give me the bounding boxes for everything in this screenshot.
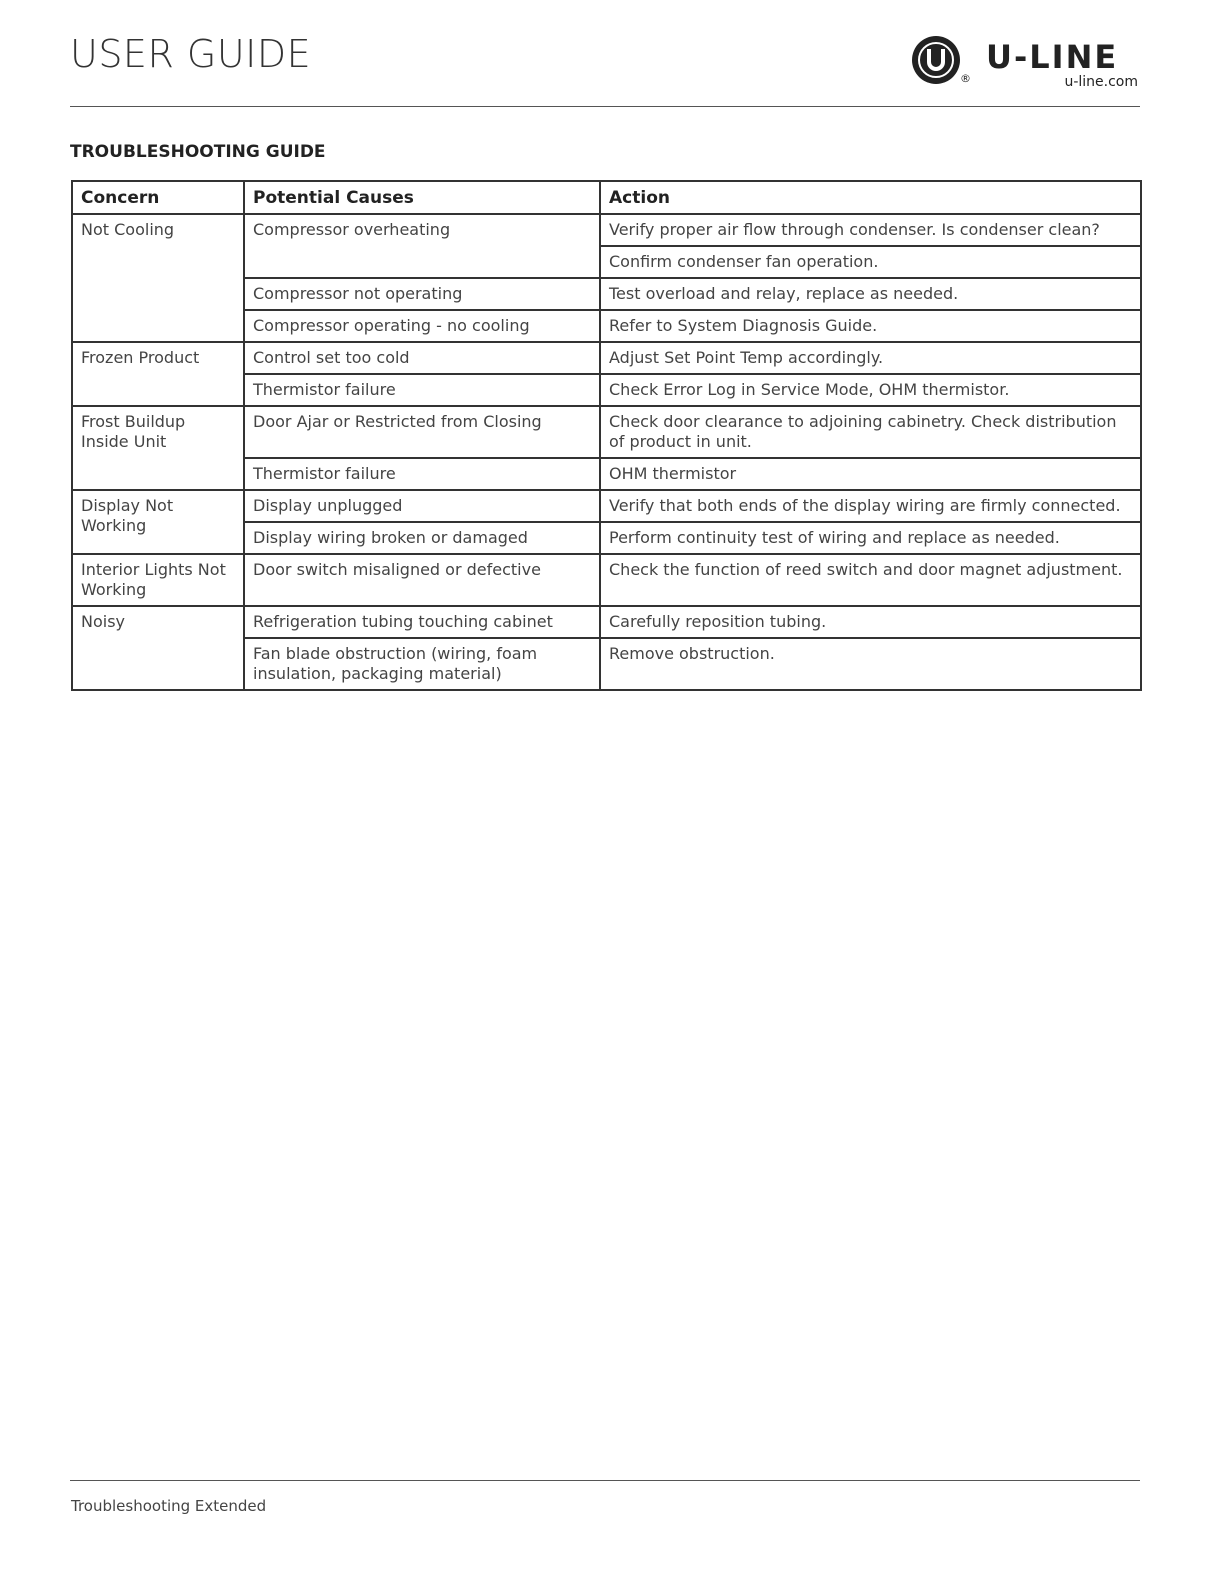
cause-cell: Fan blade obstruction (wiring, foam insulation, packaging material): [244, 638, 600, 690]
concern-cell: Not Cooling: [72, 214, 244, 342]
concern-cell: Frost Buildup Inside Unit: [72, 406, 244, 490]
action-cell: OHM thermistor: [600, 458, 1141, 490]
website-url: u-line.com: [1064, 74, 1138, 90]
action-cell: Perform continuity test of wiring and replace as needed.: [600, 522, 1141, 554]
table-row: [72, 342, 1141, 374]
action-cell: Check Error Log in Service Mode, OHM thermistor.: [600, 374, 1141, 406]
footer-text: Troubleshooting Extended: [71, 1497, 267, 1515]
u-line-logo-icon: [910, 34, 962, 86]
action-cell: Refer to System Diagnosis Guide.: [600, 310, 1141, 342]
cause-cell: Compressor overheating: [244, 214, 600, 278]
concern-cell: Interior Lights Not Working: [72, 554, 244, 606]
cause-cell: Refrigeration tubing touching cabinet: [244, 606, 600, 638]
concern-cell: Noisy: [72, 606, 244, 690]
action-cell: Test overload and relay, replace as needed.: [600, 278, 1141, 310]
cause-cell: Thermistor failure: [244, 458, 600, 490]
header-divider: [70, 106, 1140, 107]
registered-mark: ®: [960, 72, 971, 85]
action-cell: Adjust Set Point Temp accordingly.: [600, 342, 1141, 374]
cause-cell: Display unplugged: [244, 490, 600, 522]
table-row: [72, 554, 1141, 606]
action-cell: Verify proper air flow through condenser. Is condenser clean?: [600, 214, 1141, 246]
table-row: [72, 490, 1141, 522]
cause-cell: Display wiring broken or damaged: [244, 522, 600, 554]
troubleshooting-table: [71, 180, 1142, 691]
action-cell: Carefully reposition tubing.: [600, 606, 1141, 638]
column-header-causes: Potential Causes: [244, 181, 600, 214]
cause-cell: Compressor not operating: [244, 278, 600, 310]
column-header-concern: Concern: [72, 181, 244, 214]
action-cell: Check door clearance to adjoining cabinetry. Check distribution of product in unit.: [600, 406, 1141, 458]
footer-divider: [70, 1480, 1140, 1481]
cause-cell: Door switch misaligned or defective: [244, 554, 600, 606]
logo-wordmark: U-LINE: [986, 38, 1119, 76]
concern-cell: Frozen Product: [72, 342, 244, 406]
concern-cell: Display Not Working: [72, 490, 244, 554]
table-header-row: [72, 181, 1141, 214]
cause-cell: Control set too cold: [244, 342, 600, 374]
action-cell: Confirm condenser fan operation.: [600, 246, 1141, 278]
table-row: [72, 214, 1141, 246]
u-line-logo: [910, 32, 1140, 92]
action-cell: Check the function of reed switch and door magnet adjustment.: [600, 554, 1141, 606]
cause-cell: Thermistor failure: [244, 374, 600, 406]
column-header-action: Action: [600, 181, 1141, 214]
section-title: TROUBLESHOOTING GUIDE: [70, 142, 326, 162]
page-title: USER GUIDE: [70, 32, 312, 76]
action-cell: Remove obstruction.: [600, 638, 1141, 690]
cause-cell: Door Ajar or Restricted from Closing: [244, 406, 600, 458]
cause-cell: Compressor operating - no cooling: [244, 310, 600, 342]
table-row: [72, 606, 1141, 638]
table-row: [72, 406, 1141, 458]
action-cell: Verify that both ends of the display wiring are firmly connected.: [600, 490, 1141, 522]
